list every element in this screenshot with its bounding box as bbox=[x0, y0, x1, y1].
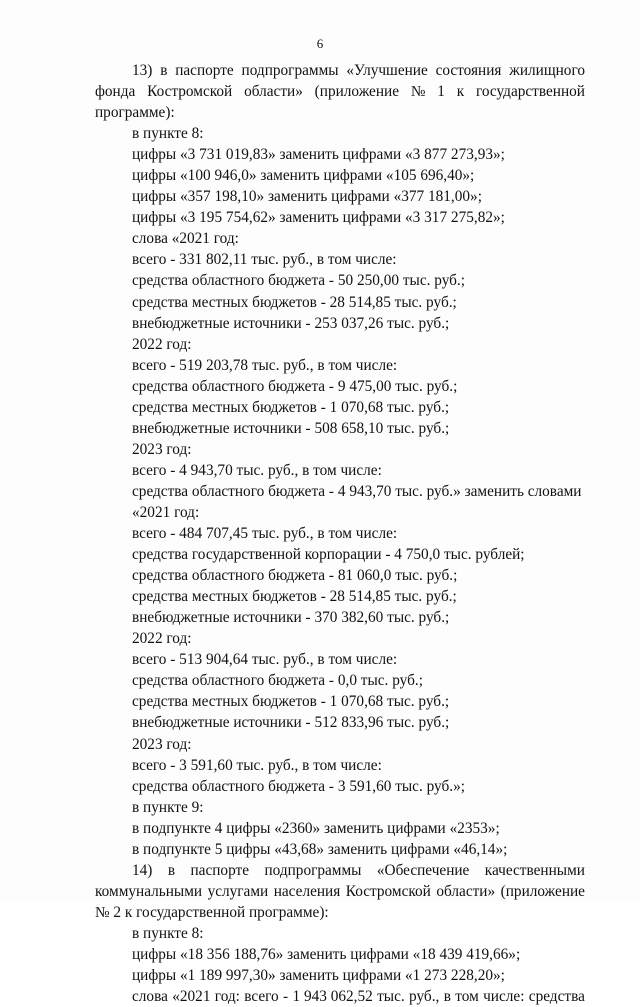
word: № bbox=[410, 83, 426, 101]
word: 14) bbox=[132, 861, 153, 879]
text-line-32: в пункте 9: bbox=[132, 798, 204, 816]
amendments-list-14 bbox=[95, 923, 585, 986]
word: 13) bbox=[132, 62, 153, 79]
text-line-14: внебюджетные источники - 508 658,10 тыс. руб.; bbox=[132, 419, 450, 437]
amendments-list bbox=[95, 123, 585, 860]
text-line-29: 2023 год: bbox=[132, 735, 192, 753]
word: тыс. bbox=[377, 988, 405, 1006]
text-line-14-1: цифры «18 356 188,76» заменить цифрами «18 439 419,66»; bbox=[132, 945, 521, 963]
word: состояния bbox=[435, 62, 502, 79]
word: 1 bbox=[437, 83, 445, 101]
text-line-30: всего - 3 591,60 тыс. руб., в том числе: bbox=[132, 756, 382, 774]
word: фонда bbox=[95, 83, 136, 101]
word: средства bbox=[528, 988, 585, 1006]
section-14-line-3: № 2 к государственной программе): bbox=[95, 903, 329, 921]
text-line-21: средства областного бюджета - 81 060,0 тыс. руб.; bbox=[132, 567, 458, 585]
word: 1 943 062,52 bbox=[292, 988, 373, 1006]
word: «2021 bbox=[172, 988, 211, 1006]
text-line-24: 2022 год: bbox=[132, 630, 192, 648]
text-line-5: слова «2021 год: bbox=[132, 230, 239, 248]
word: всего bbox=[244, 988, 279, 1006]
word: области» bbox=[436, 882, 496, 900]
word: качественными bbox=[484, 861, 585, 879]
last-line bbox=[95, 986, 585, 1007]
section-14-line-1 bbox=[95, 860, 585, 881]
text-line-34: в подпункте 5 цифры «43,68» заменить цифрами «46,14»; bbox=[132, 840, 508, 858]
section-13-line-3: программе): bbox=[95, 104, 175, 122]
section-13-line-1 bbox=[95, 60, 585, 81]
word: (приложение bbox=[314, 83, 400, 101]
text-line-20: средства государственной корпорации - 4 750,0 тыс. рублей; bbox=[132, 546, 525, 564]
word: коммунальными bbox=[95, 882, 203, 900]
word: год: bbox=[214, 988, 240, 1006]
text-line-7: средства областного бюджета - 50 250,00 тыс. руб.; bbox=[132, 272, 466, 290]
word: Костромской bbox=[147, 83, 233, 101]
text-line-2: цифры «100 946,0» заменить цифрами «105 696,40»; bbox=[132, 167, 475, 185]
word: руб., bbox=[409, 988, 440, 1006]
text-line-9: внебюджетные источники - 253 037,26 тыс. руб.; bbox=[132, 314, 450, 332]
text-line-27: средства местных бюджетов - 1 070,68 тыс. руб.; bbox=[132, 693, 450, 711]
text-line-13: средства местных бюджетов - 1 070,68 тыс. руб.; bbox=[132, 398, 450, 416]
word: «Улучшение bbox=[346, 62, 428, 79]
text-line-31: средства областного бюджета - 3 591,60 тыс. руб.»; bbox=[132, 777, 466, 795]
text-line-19: всего - 484 707,45 тыс. руб., в том числе: bbox=[132, 525, 398, 543]
text-line-18: «2021 год: bbox=[132, 503, 200, 521]
word: подпрограммы bbox=[264, 861, 362, 879]
word: услугами bbox=[207, 882, 269, 900]
text-line-26: средства областного бюджета - 0,0 тыс. руб.; bbox=[132, 672, 423, 690]
text-line-14-2: цифры «1 189 997,30» заменить цифрами «1 273 228,20»; bbox=[132, 967, 505, 985]
text-line-10: 2022 год: bbox=[132, 335, 192, 353]
word: том bbox=[455, 988, 479, 1006]
word: паспорте bbox=[175, 62, 234, 79]
text-line-25: всего - 513 904,64 тыс. руб., в том числе: bbox=[132, 651, 398, 669]
text-line-16: всего - 4 943,70 тыс. руб., в том числе: bbox=[132, 461, 382, 479]
section-13-line-2 bbox=[95, 81, 585, 102]
word: слова bbox=[132, 988, 168, 1006]
text-line-6: всего - 331 802,11 тыс. руб., в том числе: bbox=[132, 251, 397, 269]
text-line-1: цифры «3 731 019,83» заменить цифрами «3 877 273,93»; bbox=[132, 146, 505, 164]
word: области» bbox=[244, 83, 303, 101]
word: (приложение bbox=[500, 882, 585, 900]
word: - bbox=[283, 988, 289, 1006]
text-line-22: средства местных бюджетов - 28 514,85 тыс. руб.; bbox=[132, 588, 457, 606]
word: числе: bbox=[483, 988, 525, 1006]
word: Костромской bbox=[345, 882, 431, 900]
text-line-23: внебюджетные источники - 370 382,60 тыс. руб.; bbox=[132, 609, 450, 627]
word: жилищного bbox=[509, 62, 585, 79]
text-line-33: в подпункте 4 цифры «2360» заменить цифрами «2353»; bbox=[132, 819, 500, 837]
word: «Обеспечение bbox=[376, 861, 470, 879]
word: к bbox=[456, 83, 465, 101]
word: государственной bbox=[475, 83, 585, 101]
document-body bbox=[95, 60, 585, 1007]
text-line-3: цифры «357 198,10» заменить цифрами «377 181,00»; bbox=[132, 188, 482, 206]
text-line-11: всего - 519 203,78 тыс. руб., в том числе: bbox=[132, 356, 398, 374]
text-line-0: в пункте 8: bbox=[132, 125, 204, 143]
text-line-14-0: в пункте 8: bbox=[132, 924, 204, 942]
section-14-line-2 bbox=[95, 881, 585, 902]
text-line-15: 2023 год: bbox=[132, 440, 192, 458]
word: в bbox=[443, 988, 451, 1006]
text-line-12: средства областного бюджета - 9 475,00 тыс. руб.; bbox=[132, 377, 458, 395]
page-number: 6 bbox=[316, 36, 324, 51]
word: паспорте bbox=[190, 861, 250, 879]
word: в bbox=[160, 62, 168, 79]
word: в bbox=[167, 861, 176, 879]
word: населения bbox=[273, 882, 341, 900]
word: подпрограммы bbox=[241, 62, 339, 79]
text-line-28: внебюджетные источники - 512 833,96 тыс. руб.; bbox=[132, 714, 450, 732]
text-line-8: средства местных бюджетов - 28 514,85 тыс. руб.; bbox=[132, 293, 457, 311]
text-line-17: средства областного бюджета - 4 943,70 тыс. руб.» заменить словами bbox=[132, 482, 582, 500]
text-line-4: цифры «3 195 754,62» заменить цифрами «3 317 275,82»; bbox=[132, 209, 505, 227]
